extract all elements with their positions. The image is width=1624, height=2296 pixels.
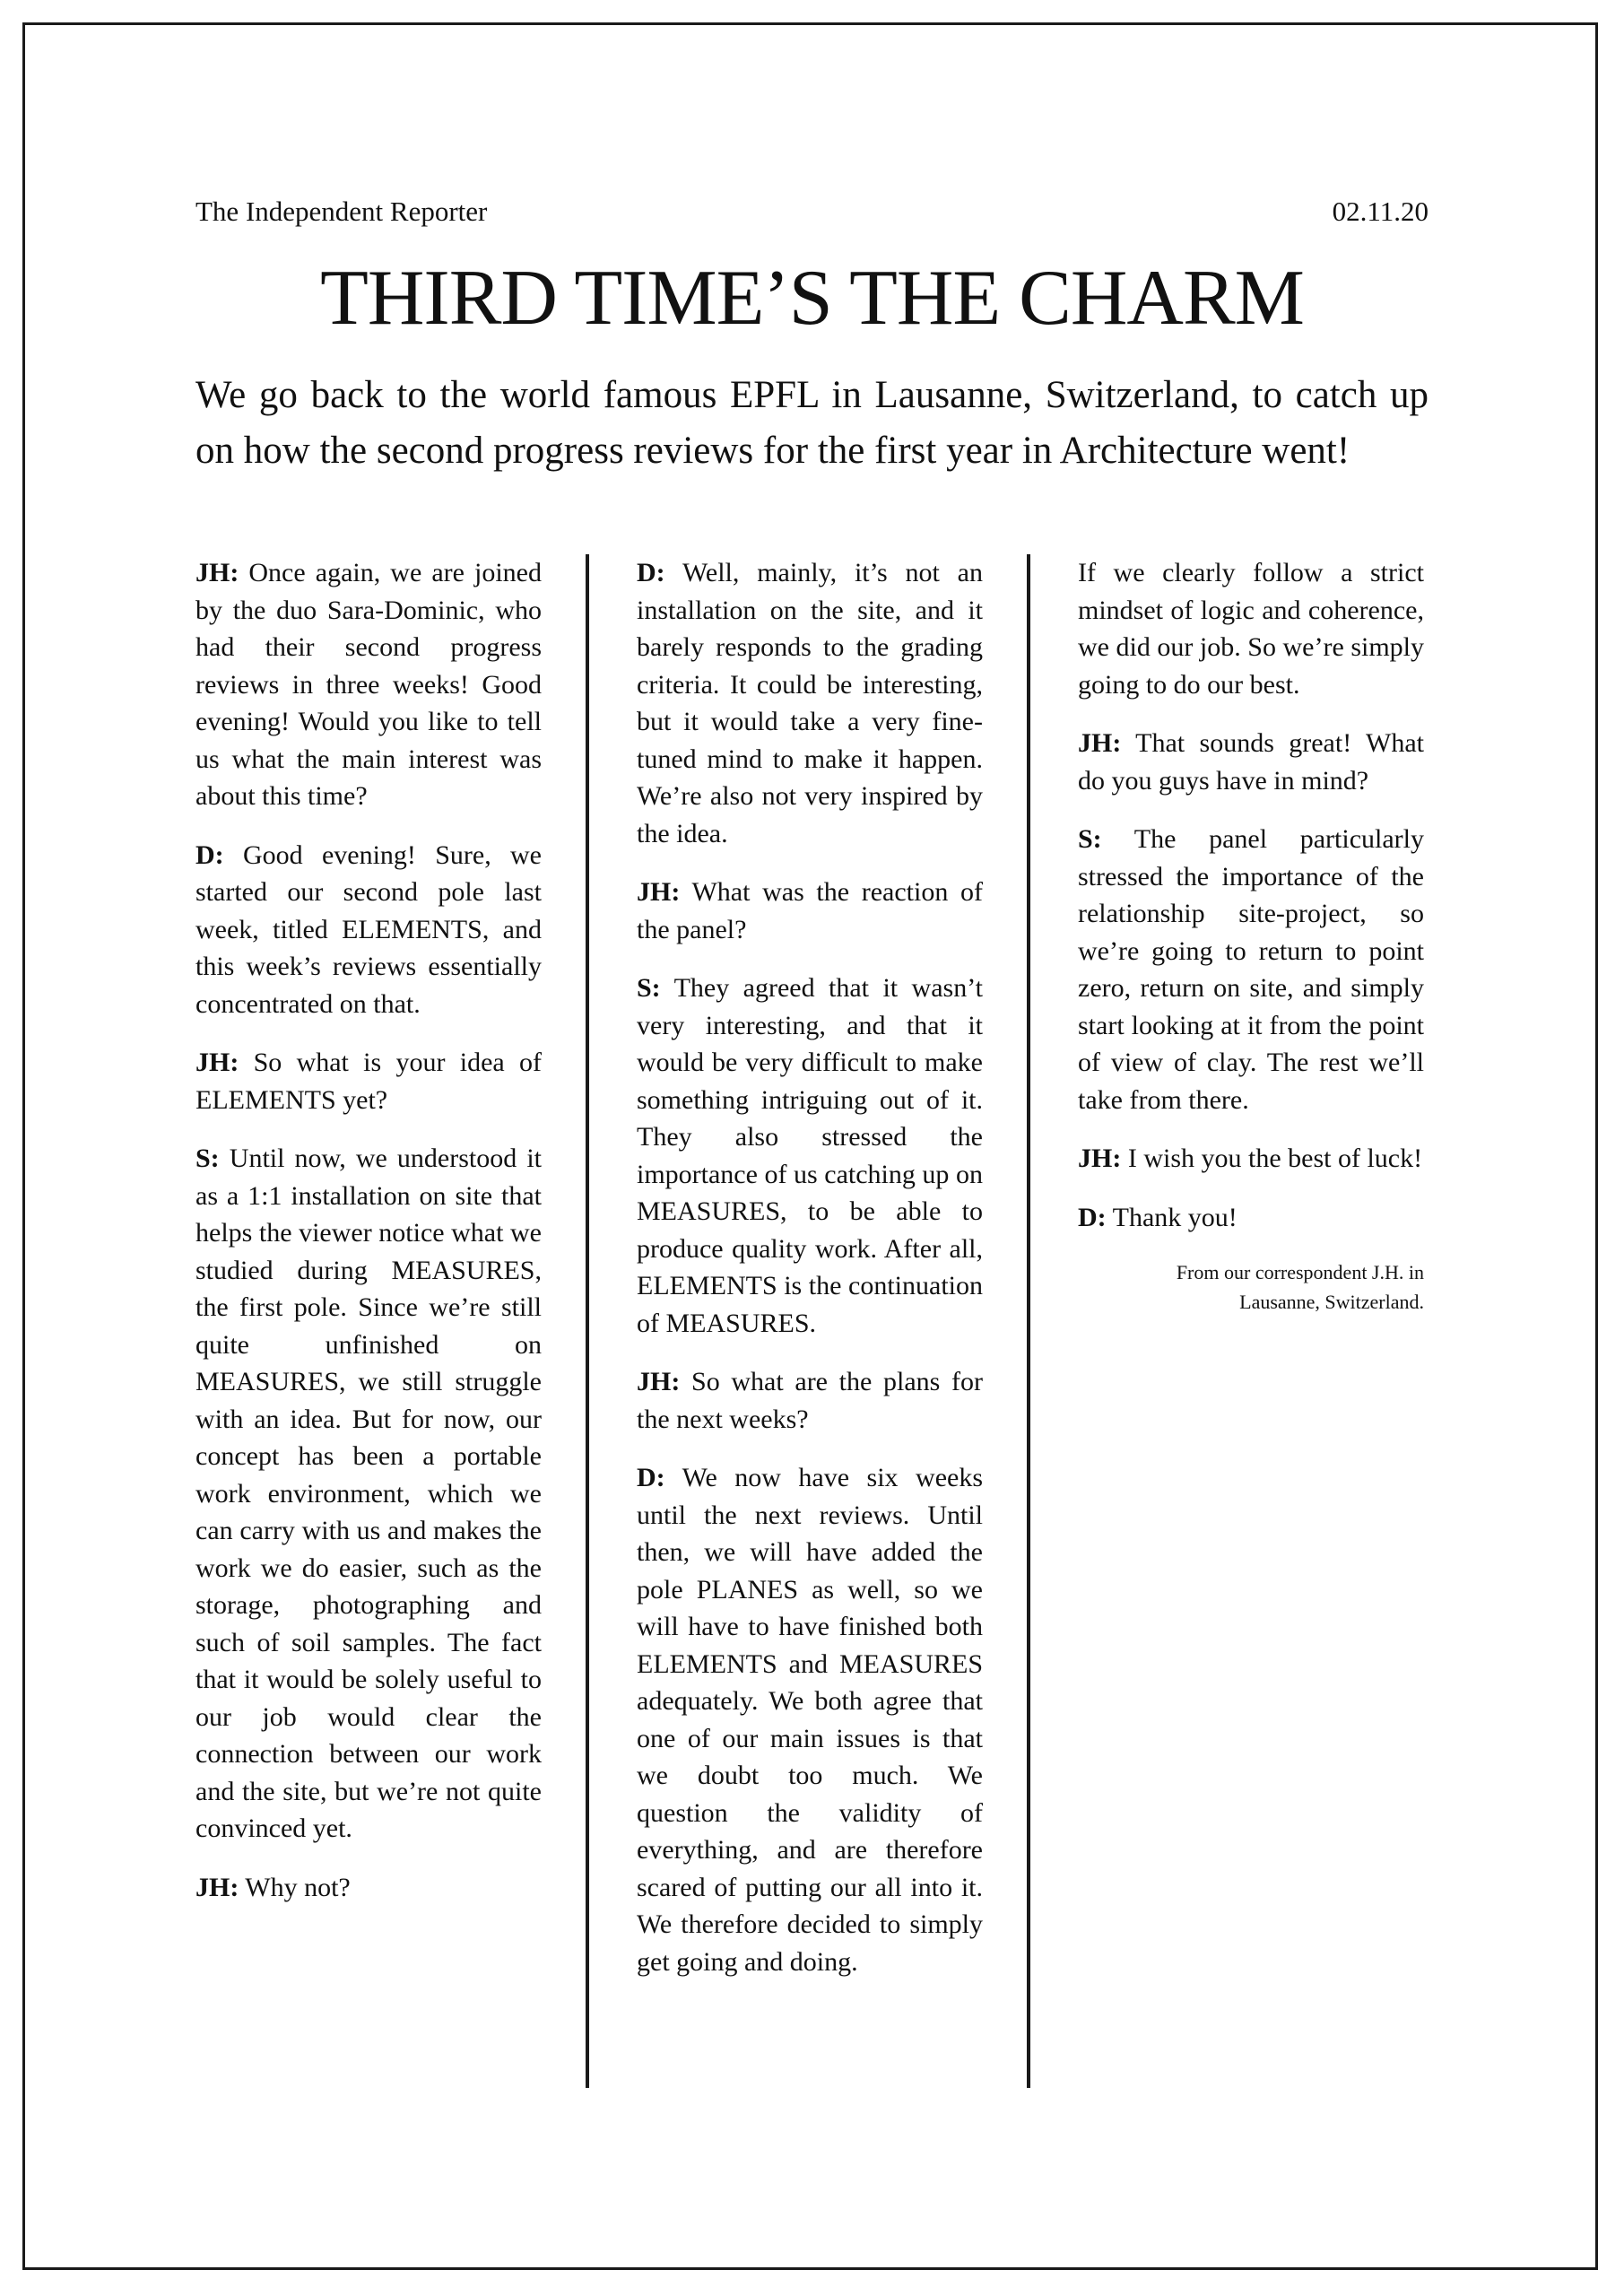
speaker-label: S: [637, 973, 661, 1003]
column-divider [586, 554, 589, 2088]
speaker-label: S: [195, 1144, 220, 1173]
article-column-1 [195, 554, 542, 1927]
credit-line: Lausanne, Switzerland. [1239, 1291, 1424, 1313]
interview-paragraph [637, 874, 983, 948]
paragraph-text: The panel particularly stressed the importance of the relationship site-project, so we’re going to return to point zero, return on site, and simply start looking at it from the point of view of clay. The rest we’ll take from there. [1078, 824, 1424, 1115]
speaker-label: JH: [195, 1872, 239, 1902]
speaker-label: D: [637, 558, 665, 587]
paragraph-text: Until now, we understood it as a 1:1 installation on site that helps the viewer notice what we studied during MEASURES, the first pole. Since we’re still quite unfinished on MEASURES, we still struggle with an idea. But for now, our concept has been a portable work environment, which we can carry with us and makes the work we do easier, such as the storage, photographing and such of soil samples. The fact that it would be solely useful to our job would clear the connection between our work and the site, but we’re not quite convinced yet. [195, 1144, 542, 1843]
interview-paragraph [1078, 1199, 1424, 1237]
interview-paragraph [1078, 725, 1424, 799]
interview-paragraph [637, 554, 983, 852]
masthead [195, 196, 1429, 235]
paragraph-text: If we clearly follow a strict mindset of logic and coherence, we did our job. So we’re simply going to do our best. [1078, 558, 1424, 700]
speaker-label: JH: [637, 877, 681, 907]
speaker-label: JH: [195, 558, 239, 587]
article-column-3 [1078, 554, 1424, 1317]
paragraph-text: We now have six weeks until the next reviews. Until then, we will have added the pole PLANES as well, so we will have to have finished both ELEMENTS and MEASURES adequately. We both agree that one of our main issues is that we doubt too much. We question the validity of everything, and are therefore scared of putting our all into it. We therefore decided to simply get going and doing. [637, 1463, 983, 1977]
paragraph-text: Once again, we are joined by the duo Sara-Dominic, who had their second progress reviews in three weeks! Good evening! Would you like to tell us what the main interest was about this time? [195, 558, 542, 811]
paragraph-text: So what is your idea of ELEMENTS yet? [195, 1048, 542, 1115]
headline: THIRD TIME’S THE CHARM [320, 255, 1304, 342]
interview-paragraph [195, 554, 542, 815]
paragraph-text: What was the reaction of the panel? [637, 877, 983, 944]
paragraph-text: Thank you! [1106, 1202, 1238, 1232]
interview-paragraph [637, 1363, 983, 1438]
speaker-label: JH: [637, 1367, 681, 1396]
interview-paragraph [195, 1044, 542, 1118]
interview-paragraph [1078, 821, 1424, 1118]
interview-paragraph [1078, 554, 1424, 703]
issue-date: 02.11.20 [1332, 196, 1429, 227]
paragraph-text: They agreed that it wasn’t very interesting, and that it would be very difficult to make something intriguing out of it. They also stressed the importance of us catching up on MEASURES, to be able to produce quality work. After all, ELEMENTS is the continuation of MEASURES. [637, 973, 983, 1338]
paragraph-text: Good evening! Sure, we started our second pole last week, titled ELEMENTS, and this week’s reviews essentially concentrated on that. [195, 839, 542, 1019]
speaker-label: D: [1078, 1202, 1107, 1232]
paragraph-text: That sounds great! What do you guys have in mind? [1078, 728, 1424, 796]
speaker-label: JH: [1078, 728, 1122, 758]
speaker-label: JH: [195, 1048, 239, 1077]
paragraph-text: Well, mainly, it’s not an installation on the site, and it barely responds to the grading criteria. It could be interesting, but it would take a very fine-tuned mind to make it happen. We’re also not very inspired by the idea. [637, 558, 983, 848]
column-divider [1027, 554, 1030, 2088]
interview-paragraph [195, 1869, 542, 1907]
interview-paragraph [195, 837, 542, 1023]
paragraph-text: I wish you the best of luck! [1121, 1144, 1423, 1173]
interview-paragraph [637, 1459, 983, 1980]
paragraph-text: Why not? [239, 1872, 351, 1902]
credit-line: From our correspondent J.H. in [1176, 1261, 1424, 1283]
lede: We go back to the world famous EPFL in Lausanne, Switzerland, to catch up on how the second progress reviews for the first year in Architecture went! [195, 374, 1429, 472]
interview-paragraph [195, 1140, 542, 1848]
paragraph-text: So what are the plans for the next weeks? [637, 1367, 983, 1434]
correspondent-credit [1078, 1257, 1424, 1317]
interview-paragraph [1078, 1140, 1424, 1178]
speaker-label: D: [637, 1463, 665, 1492]
speaker-label: JH: [1078, 1144, 1122, 1173]
interview-paragraph [637, 970, 983, 1342]
publication-name: The Independent Reporter [195, 196, 488, 227]
speaker-label: D: [195, 839, 224, 870]
article-column-2 [637, 554, 983, 2002]
speaker-label: S: [1078, 824, 1102, 854]
